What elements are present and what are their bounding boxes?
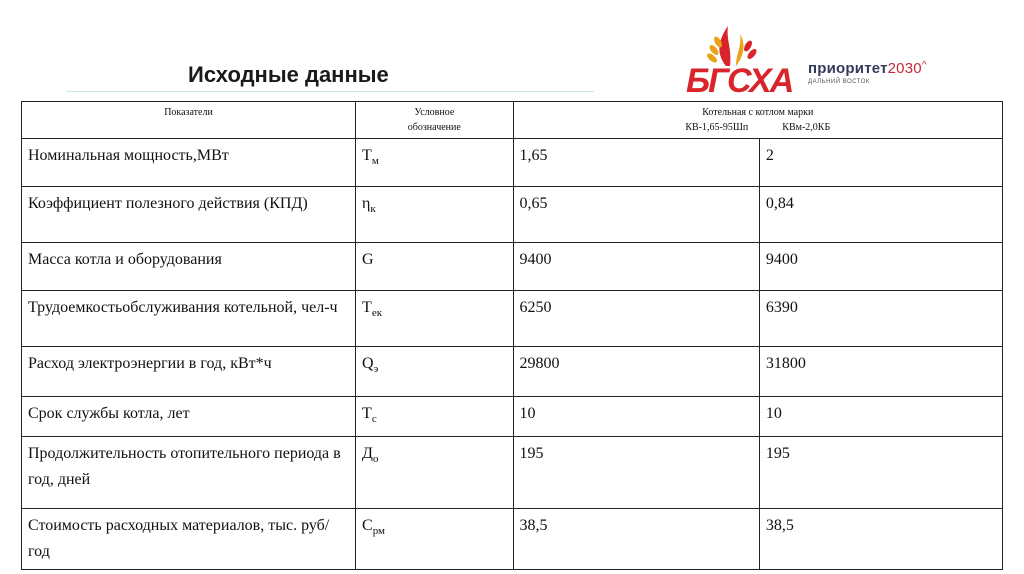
priority-logo-word: приоритет bbox=[808, 60, 888, 77]
symbol-cell bbox=[356, 291, 514, 347]
symbol-cell bbox=[356, 243, 514, 291]
indicator-cell: Продолжительность отопительного периода в год, дней bbox=[22, 437, 356, 509]
header-boiler-room-label: Котельная с котлом марки bbox=[702, 107, 814, 118]
symbol-cell bbox=[356, 187, 514, 243]
priority-2030-logo bbox=[808, 60, 927, 85]
indicator-cell: Трудоемкостьобслуживания котельной, чел-ч bbox=[22, 291, 356, 347]
symbol-cell bbox=[356, 397, 514, 437]
symbol-letter: Т bbox=[362, 299, 372, 316]
value-model-2-cell: 195 bbox=[759, 437, 1002, 509]
value-model-2-cell: 0,84 bbox=[759, 187, 1002, 243]
symbol-letter: Q bbox=[362, 355, 374, 372]
symbol-subscript: м bbox=[371, 155, 379, 168]
value-model-2-cell: 10 bbox=[759, 397, 1002, 437]
header-symbol-line2: обозначение bbox=[407, 122, 461, 133]
value-model-1-cell: 10 bbox=[513, 397, 759, 437]
value-model-2-cell: 2 bbox=[759, 139, 1002, 187]
symbol-cell bbox=[356, 509, 514, 570]
indicator-cell: Коэффициент полезного действия (КПД) bbox=[22, 187, 356, 243]
header-symbol-line1: Условное bbox=[414, 107, 455, 118]
value-model-1-cell: 29800 bbox=[513, 347, 759, 397]
indicator-cell: Масса котла и оборудования bbox=[22, 243, 356, 291]
symbol-subscript: к bbox=[370, 203, 376, 216]
indicator-cell: Номинальная мощность,МВт bbox=[22, 139, 356, 187]
table-row bbox=[22, 397, 1003, 437]
title-underline bbox=[66, 91, 594, 92]
indicator-cell: Стоимость расходных материалов, тыс. руб/год bbox=[22, 509, 356, 570]
wheat-flame-icon bbox=[686, 18, 776, 68]
table-row bbox=[22, 243, 1003, 291]
value-model-2-cell: 31800 bbox=[759, 347, 1002, 397]
header-model-1: КВ-1,65-95Шп bbox=[685, 122, 749, 133]
header-indicator bbox=[22, 102, 356, 139]
symbol-subscript: о bbox=[372, 453, 379, 466]
header-symbol bbox=[356, 102, 514, 139]
symbol-cell bbox=[356, 139, 514, 187]
indicator-cell: Расход электроэнергии в год, кВт*ч bbox=[22, 347, 356, 397]
symbol-letter: η bbox=[362, 195, 371, 212]
table-header-row bbox=[22, 102, 1003, 139]
page-title: Исходные данные bbox=[188, 62, 389, 87]
priority-logo-year: 2030 bbox=[887, 60, 922, 77]
header-model-2: КВм-2,0КБ bbox=[782, 122, 831, 133]
symbol-subscript: ек bbox=[371, 307, 383, 320]
table-row bbox=[22, 139, 1003, 187]
value-model-1-cell: 38,5 bbox=[513, 509, 759, 570]
value-model-1-cell: 6250 bbox=[513, 291, 759, 347]
symbol-letter: С bbox=[362, 517, 373, 535]
symbol-letter: Т bbox=[362, 405, 372, 422]
value-model-2-cell: 38,5 bbox=[759, 509, 1002, 570]
header-indicator-label: Показатели bbox=[164, 107, 213, 118]
value-model-1-cell: 9400 bbox=[513, 243, 759, 291]
symbol-letter: Т bbox=[362, 147, 372, 164]
bgsha-logo bbox=[686, 18, 793, 100]
value-model-1-cell: 0,65 bbox=[513, 187, 759, 243]
value-model-1-cell: 195 bbox=[513, 437, 759, 509]
symbol-subscript: э bbox=[373, 363, 379, 376]
table-row bbox=[22, 437, 1003, 509]
table-row bbox=[22, 291, 1003, 347]
table-row bbox=[22, 187, 1003, 243]
table-row bbox=[22, 509, 1003, 570]
table-row bbox=[22, 347, 1003, 397]
symbol-cell bbox=[356, 437, 514, 509]
value-model-2-cell: 6390 bbox=[759, 291, 1002, 347]
symbol-subscript: рм bbox=[372, 525, 386, 538]
symbol-subscript: с bbox=[371, 413, 377, 426]
value-model-2-cell: 9400 bbox=[759, 243, 1002, 291]
source-data-table bbox=[21, 101, 1003, 570]
header-boiler-room bbox=[513, 102, 1002, 139]
indicator-cell: Срок службы котла, лет bbox=[22, 397, 356, 437]
symbol-letter: Д bbox=[362, 445, 373, 463]
bgsha-logo-text: БГСХА bbox=[686, 62, 793, 100]
value-model-1-cell: 1,65 bbox=[513, 139, 759, 187]
symbol-letter: G bbox=[362, 251, 374, 268]
caret-icon: ^ bbox=[921, 60, 927, 71]
symbol-cell bbox=[356, 347, 514, 397]
priority-logo-subtitle: ДАЛЬНИЙ ВОСТОК bbox=[808, 79, 870, 85]
